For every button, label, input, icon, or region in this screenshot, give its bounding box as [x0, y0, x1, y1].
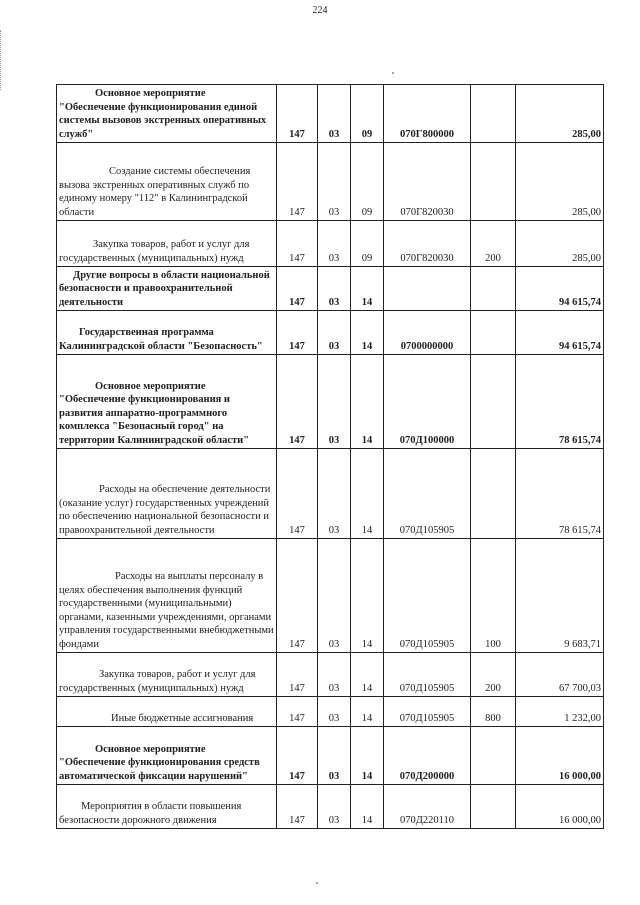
- section-code-cell: 03: [318, 653, 351, 697]
- expense-type-cell: [471, 311, 516, 355]
- amount-cell: 285,00: [516, 85, 604, 143]
- page-number: 224: [312, 5, 328, 16]
- row-name-first-line: Государственная программа: [79, 327, 214, 338]
- subsection-code-cell: 14: [351, 697, 384, 727]
- amount-cell: 78 615,74: [516, 449, 604, 539]
- target-article-cell: 070Д105905: [384, 539, 471, 653]
- scan-speck: [316, 882, 318, 884]
- row-name-continuation: Калининградской области "Безопасность": [59, 340, 263, 352]
- row-name-first-line: Закупка товаров, работ и услуг: [93, 239, 232, 250]
- row-name-cell: [57, 449, 277, 539]
- row-name-cell: [57, 267, 277, 311]
- section-code-cell: 03: [318, 727, 351, 785]
- ministry-code-cell: 147: [277, 449, 318, 539]
- row-name-cell: [57, 355, 277, 449]
- row-name-cell: [57, 697, 277, 727]
- table-row: [57, 143, 604, 221]
- amount-cell: 285,00: [516, 221, 604, 267]
- ministry-code-cell: 147: [277, 727, 318, 785]
- section-code-cell: 03: [318, 449, 351, 539]
- amount-cell: 16 000,00: [516, 727, 604, 785]
- row-name-cell: [57, 143, 277, 221]
- row-name-continuation: ассигнования: [192, 712, 254, 724]
- row-name-first-line: Расходы на выплаты персоналу: [115, 571, 256, 582]
- row-name-first-line: Создание системы обеспечения: [109, 166, 251, 177]
- target-article-cell: 0700000000: [384, 311, 471, 355]
- row-name-cell: [57, 653, 277, 697]
- row-name-continuation: деятельности (оказание услуг) государственных учреждений по обеспечению национальной безопасности и правоохранительной деятельности: [59, 484, 271, 536]
- target-article-cell: 070Д105905: [384, 449, 471, 539]
- expense-type-cell: 200: [471, 221, 516, 267]
- target-article-cell: 070Д105905: [384, 697, 471, 727]
- row-name-continuation: для государственных (муниципальных) нужд: [59, 669, 256, 694]
- section-code-cell: 03: [318, 85, 351, 143]
- ministry-code-cell: 147: [277, 355, 318, 449]
- amount-cell: 9 683,71: [516, 539, 604, 653]
- subsection-code-cell: 14: [351, 539, 384, 653]
- row-name-continuation: повышения безопасности дорожного движения: [59, 801, 242, 826]
- target-article-cell: 070Д200000: [384, 727, 471, 785]
- ministry-code-cell: 147: [277, 311, 318, 355]
- amount-cell: 94 615,74: [516, 311, 604, 355]
- amount-cell: 1 232,00: [516, 697, 604, 727]
- row-name-continuation: в целях обеспечения выполнения функций государственными (муниципальными) органами, казенными учреждениями, органами управления государственными внебюджетными фондами: [59, 571, 274, 650]
- ministry-code-cell: 147: [277, 143, 318, 221]
- row-name-continuation: национальной безопасности и правоохранительной деятельности: [59, 269, 270, 308]
- subsection-code-cell: 09: [351, 143, 384, 221]
- binding-margin-marks: [0, 30, 4, 90]
- section-code-cell: 03: [318, 355, 351, 449]
- row-name-first-line: Другие вопросы в области: [73, 269, 199, 281]
- ministry-code-cell: 147: [277, 267, 318, 311]
- row-name-continuation: "Обеспечение функционирования средств автоматической фиксации нарушений": [59, 757, 260, 782]
- ministry-code-cell: 147: [277, 653, 318, 697]
- target-article-cell: 070Г820030: [384, 143, 471, 221]
- table-row: [57, 355, 604, 449]
- subsection-code-cell: 14: [351, 311, 384, 355]
- row-name-cell: [57, 539, 277, 653]
- subsection-code-cell: 14: [351, 785, 384, 829]
- table-row: [57, 653, 604, 697]
- target-article-cell: 070Г800000: [384, 85, 471, 143]
- amount-cell: 78 615,74: [516, 355, 604, 449]
- table-row: [57, 311, 604, 355]
- section-code-cell: 03: [318, 697, 351, 727]
- subsection-code-cell: 09: [351, 221, 384, 267]
- table-row: [57, 785, 604, 829]
- expense-type-cell: [471, 449, 516, 539]
- target-article-cell: 070Г820030: [384, 221, 471, 267]
- target-article-cell: 070Д105905: [384, 653, 471, 697]
- subsection-code-cell: 09: [351, 85, 384, 143]
- row-name-first-line: Основное мероприятие: [95, 743, 206, 755]
- ministry-code-cell: 147: [277, 697, 318, 727]
- expense-type-cell: 100: [471, 539, 516, 653]
- table-row: [57, 221, 604, 267]
- row-name-continuation: для государственных (муниципальных) нужд: [59, 239, 250, 264]
- subsection-code-cell: 14: [351, 355, 384, 449]
- row-name-continuation: вызова экстренных оперативных служб по единому номеру "112" в Калининградской области: [59, 179, 250, 218]
- subsection-code-cell: 14: [351, 267, 384, 311]
- target-article-cell: 070Д100000: [384, 355, 471, 449]
- row-name-cell: [57, 221, 277, 267]
- table-row: [57, 449, 604, 539]
- expense-type-cell: [471, 355, 516, 449]
- subsection-code-cell: 14: [351, 727, 384, 785]
- section-code-cell: 03: [318, 539, 351, 653]
- row-name-first-line: Мероприятия в области: [81, 801, 188, 812]
- row-name-first-line: Закупка товаров, работ и услуг: [99, 669, 238, 680]
- amount-cell: 94 615,74: [516, 267, 604, 311]
- expense-type-cell: 800: [471, 697, 516, 727]
- scan-speck: [392, 72, 394, 74]
- ministry-code-cell: 147: [277, 785, 318, 829]
- expense-type-cell: [471, 727, 516, 785]
- table-row: [57, 697, 604, 727]
- subsection-code-cell: 14: [351, 449, 384, 539]
- section-code-cell: 03: [318, 267, 351, 311]
- expense-type-cell: [471, 267, 516, 311]
- row-name-continuation: "Обеспечение функционирования единой системы вызовов экстренных оперативных служб": [59, 101, 267, 140]
- amount-cell: 16 000,00: [516, 785, 604, 829]
- ministry-code-cell: 147: [277, 85, 318, 143]
- ministry-code-cell: 147: [277, 221, 318, 267]
- table-row: [57, 539, 604, 653]
- row-name-first-line: Основное мероприятие: [95, 380, 206, 392]
- expense-type-cell: 200: [471, 653, 516, 697]
- amount-cell: 285,00: [516, 143, 604, 221]
- row-name-cell: [57, 785, 277, 829]
- row-name-first-line: Расходы на обеспечение: [99, 484, 208, 495]
- table-row: [57, 727, 604, 785]
- section-code-cell: 03: [318, 785, 351, 829]
- table-row: [57, 85, 604, 143]
- section-code-cell: 03: [318, 221, 351, 267]
- amount-cell: 67 700,03: [516, 653, 604, 697]
- row-name-first-line: Основное мероприятие: [95, 88, 206, 99]
- ministry-code-cell: 147: [277, 539, 318, 653]
- section-code-cell: 03: [318, 143, 351, 221]
- budget-table: [56, 84, 604, 829]
- row-name-first-line: Иные бюджетные: [111, 712, 191, 724]
- subsection-code-cell: 14: [351, 653, 384, 697]
- expense-type-cell: [471, 785, 516, 829]
- row-name-continuation: "Обеспечение функционирования и развития аппаратно-программного комплекса "Безопасный город" на территории Калининградской области": [59, 394, 250, 446]
- target-article-cell: [384, 267, 471, 311]
- row-name-cell: [57, 85, 277, 143]
- expense-type-cell: [471, 143, 516, 221]
- expense-type-cell: [471, 85, 516, 143]
- row-name-cell: [57, 727, 277, 785]
- row-name-cell: [57, 311, 277, 355]
- table-row: [57, 267, 604, 311]
- target-article-cell: 070Д220110: [384, 785, 471, 829]
- section-code-cell: 03: [318, 311, 351, 355]
